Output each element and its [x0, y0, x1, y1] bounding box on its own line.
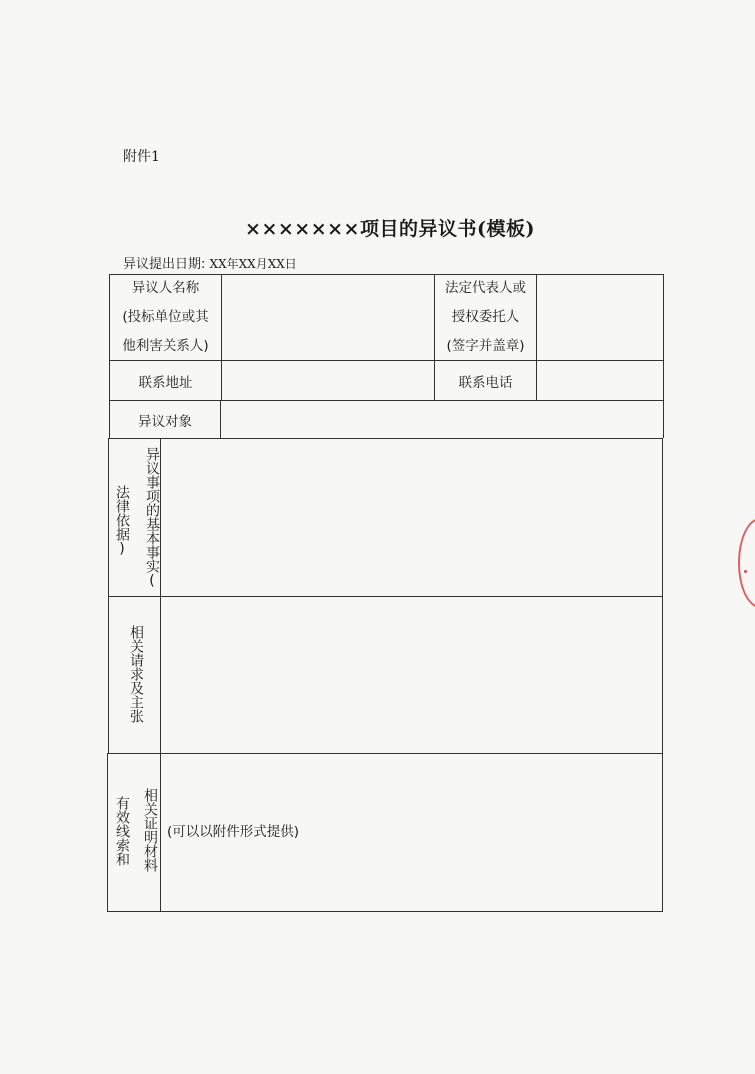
table-bottom-border	[107, 911, 663, 912]
evidence-outer-text: 有效线索和	[114, 796, 130, 866]
address-label: 联系地址	[109, 360, 221, 400]
objector-name-label	[109, 274, 221, 360]
legal-rep-line2: 授权委托人	[451, 309, 520, 325]
claims-field[interactable]	[160, 596, 663, 753]
legal-rep-label	[434, 274, 536, 360]
claims-text: 相关请求及主张	[128, 625, 144, 723]
document-title: ×××××××项目的异议书(模板)	[245, 218, 535, 240]
basis-outer-text: 法律依据)	[114, 485, 130, 557]
basis-label-cell	[108, 438, 160, 596]
object-field[interactable]	[220, 400, 664, 438]
objector-name-line2: (投标单位或其	[122, 309, 209, 325]
evidence-inner-text: 相关证明材料	[142, 788, 158, 872]
legal-rep-line1: 法定代表人或	[445, 280, 526, 296]
phone-label: 联系电话	[434, 360, 536, 400]
table-right-border-bottom	[662, 438, 663, 912]
basis-inner-text: 异议事项的基本事实(	[144, 447, 160, 589]
date-label: 异议提出日期:	[123, 257, 206, 272]
basis-field[interactable]	[160, 438, 663, 596]
date-value: XX年XX月XX日	[209, 257, 297, 271]
legal-rep-line3: (签字并盖章)	[446, 338, 525, 354]
objector-name-line3: 他利害关系人)	[122, 338, 209, 354]
objector-name-line1: 异议人名称	[131, 280, 200, 296]
date-row	[123, 253, 297, 272]
objector-name-field[interactable]	[221, 274, 434, 360]
seal-mark	[744, 570, 747, 573]
legal-rep-field[interactable]	[536, 274, 664, 360]
object-label: 异议对象	[109, 400, 220, 438]
evidence-field[interactable]	[160, 753, 662, 911]
red-seal-stamp	[738, 518, 755, 608]
evidence-label-cell	[107, 753, 160, 911]
claims-label-cell	[108, 596, 160, 753]
address-field[interactable]	[221, 360, 434, 400]
table-right-border-top	[663, 274, 664, 438]
evidence-note: (可以以附件形式提供)	[167, 824, 300, 840]
attachment-label: 附件1	[123, 149, 160, 165]
phone-field[interactable]	[536, 360, 664, 400]
